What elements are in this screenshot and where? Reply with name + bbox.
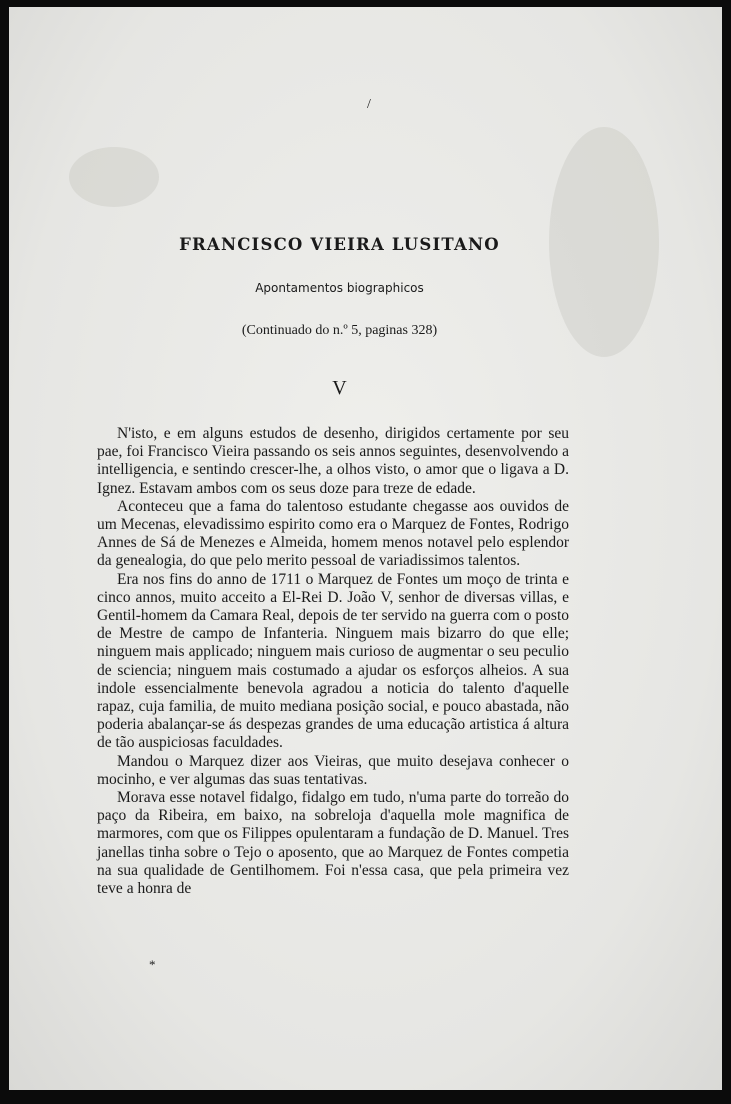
paragraph: N'isto, e em alguns estudos de desenho, dirigidos certamente por seu pae, foi Francisco Vieira passando os seis annos seguintes, desenvolvendo a intelligencia, e sentindo crescer-lhe, a olhos visto, o amor que o ligava a D. Ignez. Estavam ambos com os seus doze para treze de edade. — [97, 425, 569, 497]
footer-asterisk: * — [149, 957, 156, 972]
bleed-through-stain — [69, 147, 159, 207]
article-body — [97, 425, 569, 898]
article-title: FRANCISCO VIEIRA LUSITANO — [179, 235, 500, 254]
chapter-number: V — [332, 377, 347, 399]
paragraph: Aconteceu que a fama do talentoso estudante chegasse aos ouvidos de um Mecenas, elevadissimo espirito como era o Marquez de Fontes, Rodrigo Annes de Sá de Menezes e Almeida, homem menos notavel pelo esplendor da genealogia, do que pelo merito pessoal de variadissimos talentos. — [97, 497, 569, 570]
article-subtitle: Apontamentos biographicos — [255, 281, 424, 295]
paragraph: Morava esse notavel fidalgo, fidalgo em tudo, n'uma parte do torreão do paço da Ribeira, em baixo, na sobreloja d'aquella mole magnifica de marmores, com que os Filippes opulentaram a fundação de D. Manuel. Tres janellas tinha sobre o Tejo o aposento, que ao Marquez de Fontes competia na sua qualidade de Gentilhomem. Foi n'essa casa, que pela primeira vez teve a honra de — [97, 789, 569, 898]
paragraph: Mandou o Marquez dizer aos Vieiras, que muito desejava conhecer o mocinho, e ver algumas das suas tentativas. — [97, 752, 569, 788]
page-mark-top: / — [367, 97, 371, 112]
paragraph: Era nos fins do anno de 1711 o Marquez de Fontes um moço de trinta e cinco annos, muito acceito a El-Rei D. João V, senhor de diversas villas, e Gentil-homem da Camara Real, depois de ter servido na guerra com o posto de Mestre de campo de Infanteria. Ninguem mais bizarro do que elle; ninguem mais applicado; ninguem mais curioso de augmentar o seu peculio de sciencia; ninguem mais costumado a ajudar os esforços alheios. A sua indole essencialmente benevola agradou a noticia do talento d'aquelle rapaz, cuja familia, de muito mediana posição social, e pouco abastada, não poderia abalançar-se ás despezas grandes de uma educação artistica á altura de tão auspiciosas faculdades. — [97, 570, 569, 752]
scanned-page — [9, 7, 722, 1090]
continuation-note: (Continuado do n.º 5, paginas 328) — [241, 323, 438, 338]
